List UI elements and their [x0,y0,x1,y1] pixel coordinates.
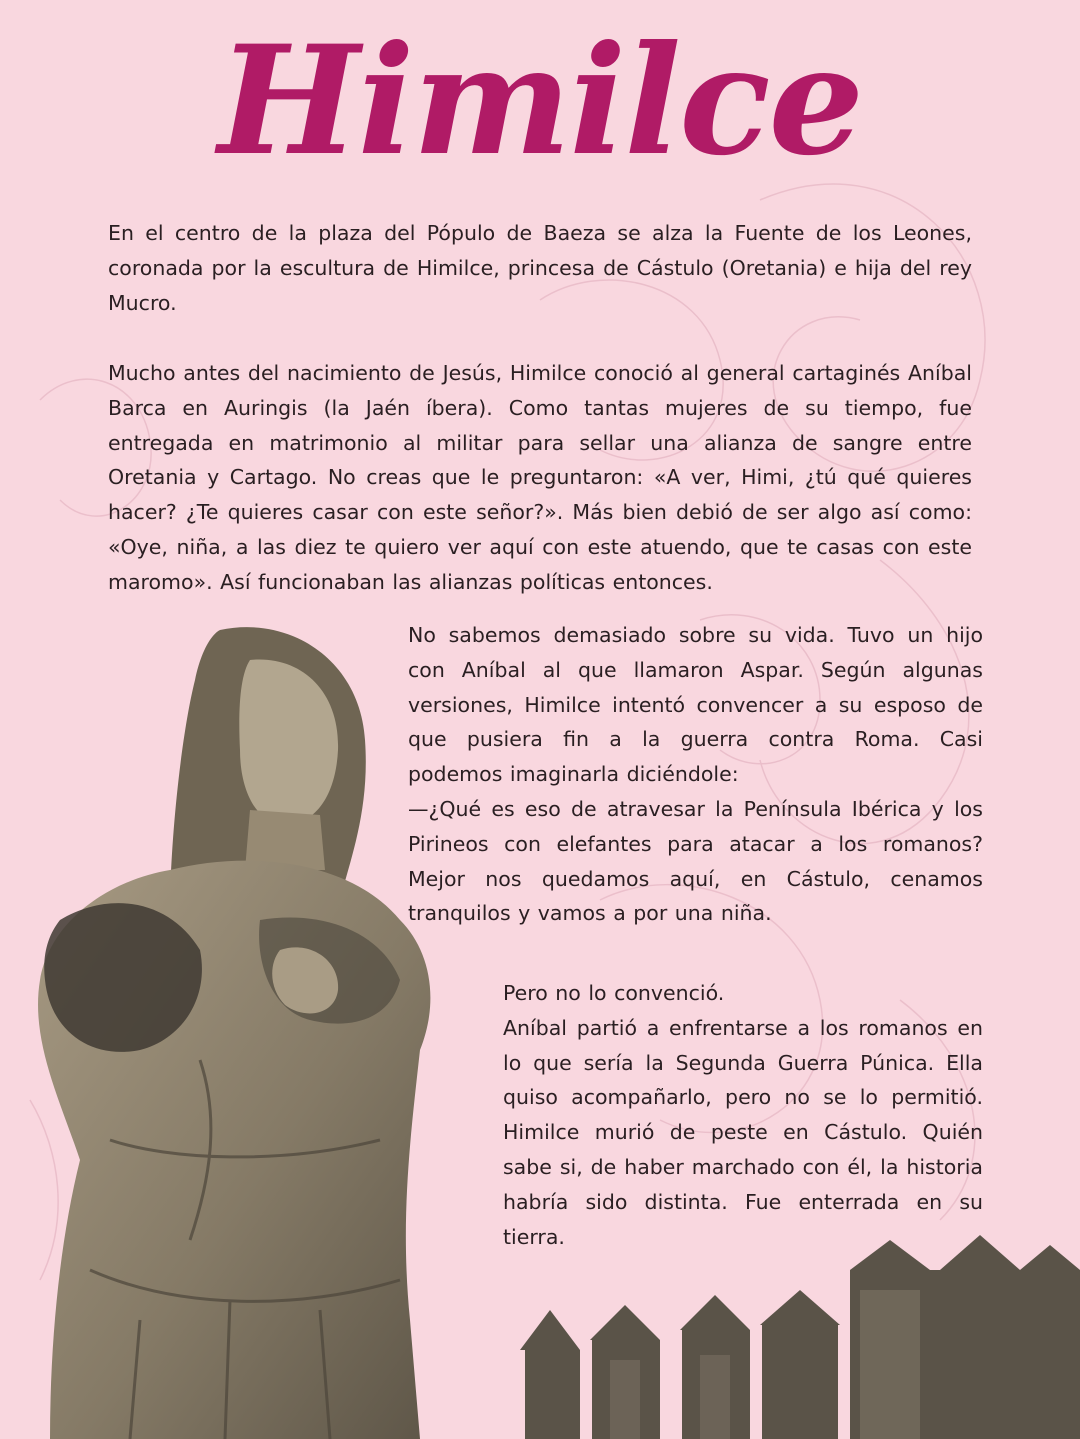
life-quote-text: —¿Qué es eso de atravesar la Península Ibérica y los Pirineos con elefantes para atacar a los romanos? Mejor nos quedamos aquí, en Cástulo, cenamos tranquilos y vamos a por una niña. [408,796,983,926]
castle-battlements-image [520,1230,1080,1439]
marriage-paragraph: Mucho antes del nacimiento de Jesús, Himilce conoció al general cartaginés Aníbal Barca en Auringis (la Jaén íbera). Como tantas mujeres de su tiempo, fue entregada en matrimonio al militar para sellar una alianza de sangre entre Oretania y Cartago. No creas que le preguntaron: «A ver, Himi, ¿tú qué quieres hacer? ¿Te quieres casar con este señor?». Más bien debió de ser algo así como: «Oye, niña, a las diez te quiero ver aquí con este atuendo, que te casas con este maromo». Así funcionaban las alianzas políticas entonces. [108,361,972,594]
intro-paragraph: En el centro de la plaza del Pópulo de Baeza se alza la Fuente de los Leones, coronada por la escultura de Himilce, princesa de Cástulo (Oretania) e hija del rey Mucro. [108,221,972,315]
life-intro-text: No sabemos demasiado sobre su vida. Tuvo un hijo con Aníbal al que llamaron Aspar. Según algunas versiones, Himilce intentó convencer a su esposo de que pusiera fin a la guerra contra Roma. Casi podemos imaginarla diciéndole: [408,623,983,787]
ending-body-text: Aníbal partió a enfrentarse a los romanos en lo que sería la Segunda Guerra Púnica. Ella quiso acompañarlo, pero no se lo permitió. Himilce murió de peste en Cástulo. Quién sabe si, de haber marchado con él, la historia habría sido distinta. Fue enterrada en su tierra. [503,1015,983,1249]
ending-intro-text: Pero no lo convenció. [503,981,725,1005]
ending-paragraph [503,976,983,1254]
life-paragraph [408,618,983,931]
himilce-statue-image [20,620,440,1439]
page-title: Himilce [217,13,863,189]
